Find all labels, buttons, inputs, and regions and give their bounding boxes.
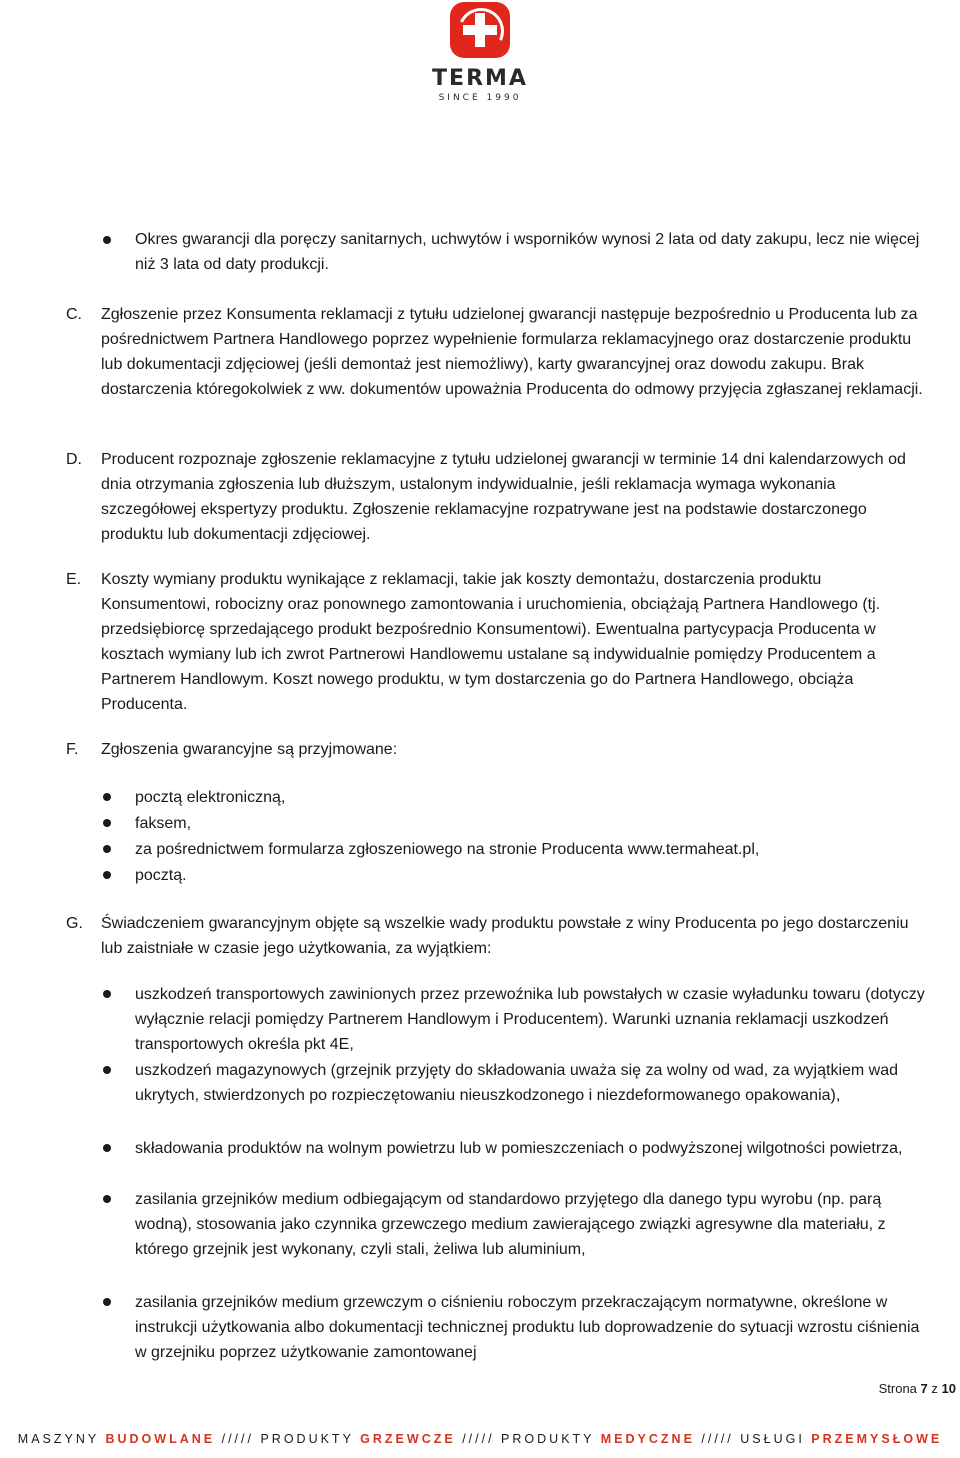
bullet-icon (103, 845, 111, 853)
brand-name: TERMA (432, 66, 528, 91)
g-bullet-3: składowania produktów na wolnym powietrzu lub w pomieszczeniach o podwyższonej wilgotności powietrza, (135, 1140, 903, 1157)
terma-cross-icon (450, 2, 510, 58)
footer-tagline (0, 1432, 960, 1446)
intro-bullet: Okres gwarancji dla poręczy sanitarnych, uchwytów i wsporników wynosi 2 lata od daty zakupu, lecz nie więcej niż 3 lata od daty produkcji. (135, 231, 920, 273)
bullet-icon (103, 1066, 111, 1074)
g-bullet-1: uszkodzeń transportowych zawinionych przez przewoźnika lub powstałych w czasie wyładunku towaru (dotyczy wyłącznie relacji pomiędzy Partnerem Handlowym i Producentem). Warunki uznania reklamacji uszkodzeń transportowych określa pkt 4E, (135, 986, 925, 1053)
bullet-icon (103, 819, 111, 827)
bullet-icon (103, 1144, 111, 1152)
section-f-text: Zgłoszenia gwarancyjne są przyjmowane: (101, 741, 398, 758)
terma-logo (418, 0, 542, 108)
page-total: 10 (941, 1381, 956, 1396)
g-bullet-4: zasilania grzejników medium odbiegającym od standardowo przyjętego dla danego typu wyrobu (np. parą wodną), stosowania jako czynnika grzewczego medium zawierającego związki agresywne dla materiału, z którego grzejnik jest wykonany, czyli stali, żeliwa lub aluminium, (135, 1191, 886, 1258)
bullet-icon (103, 793, 111, 801)
section-f-letter: F. (66, 741, 79, 758)
g-bullet-2: uszkodzeń magazynowych (grzejnik przyjęty do składowania uważa się za wolny od wad, za wyjątkiem wad ukrytych, stwierdzonych po rozpieczętowaniu nieuszkodzonego i niezdeformowanego opakowania), (135, 1062, 899, 1104)
section-d-letter: D. (66, 451, 82, 468)
f-bullet-4: pocztą. (135, 867, 187, 884)
page-number (879, 1380, 956, 1398)
brand-since: SINCE 1990 (438, 93, 522, 103)
section-e-letter: E. (66, 571, 82, 588)
footer-separator: ///// (221, 1432, 254, 1446)
section-e-text: Koszty wymiany produktu wynikające z reklamacji, takie jak koszty demontażu, dostarczenia produktu Konsumentowi, robocizny oraz ponownego zamontowania i uruchomienia, obciążają Partnera Handlowego (tj. przedsiębiorcę sprzedającego produkt bezpośrednio Konsumentowi). Ewentualna partycypacja Producenta w kosztach wymiany lub ich zwrot Partnerowi Handlowemu ustalane są indywidualnie pomiędzy Producentem a Partnerem Handlowym. Koszt nowego produktu, w tym dostarczenia go do Partnera Handlowego, obciąża Producenta. (101, 571, 881, 713)
bullet-icon (103, 1298, 111, 1306)
section-g-text: Świadczeniem gwarancyjnym objęte są wszelkie wady produktu powstałe z winy Producenta po jego dostarczeniu lub zaistniałe w czasie jego użytkowania, za wyjątkiem: (101, 915, 909, 957)
footer-word: PRODUKTY (501, 1432, 595, 1446)
section-d-text: Producent rozpoznaje zgłoszenie reklamacyjne z tytułu udzielonej gwarancji w terminie 14 dni kalendarzowych od dnia otrzymania zgłoszenia lub dłuższym, ustalonym indywidualnie, jeśli reklamacja wymaga wykonania szczegółowej ekspertyzy produktu. Zgłoszenie reklamacyjne rozpatrywane jest na podstawie dostarczonego produktu lub dokumentacji zdjęciowej. (101, 451, 906, 543)
section-c-text: Zgłoszenie przez Konsumenta reklamacji z tytułu udzielonej gwarancji następuje bezpośrednio u Producenta lub za pośrednictwem Partnera Handlowego poprzez wypełnienie formularza reklamacyjnego oraz dostarczenie produktu lub dokumentacji zdjęciowej (jeśli demontaż jest niemożliwy), karty gwarancyjnej oraz dowodu zakupu. Brak dostarczenia któregokolwiek z ww. dokumentów upoważnia Producenta do odmowy przyjęcia zgłaszanej reklamacji. (101, 306, 923, 398)
f-bullet-3: za pośrednictwem formularza zgłoszeniowego na stronie Producenta www.termaheat.pl, (135, 841, 760, 858)
page-current: 7 (920, 1381, 928, 1396)
page-label: Strona (878, 1381, 917, 1396)
bullet-icon (103, 871, 111, 879)
section-c-letter: C. (66, 306, 82, 323)
bullet-icon (103, 236, 111, 244)
footer-word: MASZYNY (17, 1432, 99, 1446)
f-bullet-1: pocztą elektroniczną, (135, 789, 286, 806)
footer-separator: ///// (462, 1432, 495, 1446)
f-bullet-2: faksem, (135, 815, 192, 832)
footer-highlight: GRZEWCZE (360, 1432, 456, 1446)
footer-highlight: BUDOWLANE (105, 1432, 216, 1446)
footer-highlight: MEDYCZNE (600, 1432, 695, 1446)
footer-highlight: PRZEMYSŁOWE (811, 1432, 943, 1446)
page-of: z (931, 1381, 938, 1396)
footer-separator: ///// (701, 1432, 734, 1446)
bullet-icon (103, 1195, 111, 1203)
bullet-icon (103, 990, 111, 998)
footer-word: PRODUKTY (260, 1432, 354, 1446)
section-g-letter: G. (66, 915, 83, 932)
footer-word: USŁUGI (740, 1432, 805, 1446)
g-bullet-5: zasilania grzejników medium grzewczym o ciśnieniu roboczym przekraczającym normatywne, określone w instrukcji użytkowania albo dokumentacji technicznej produktu lub doprowadzenie do sytuacji wzrostu ciśnienia w grzejniku poprzez użytkowanie zamontowanej (135, 1294, 920, 1361)
